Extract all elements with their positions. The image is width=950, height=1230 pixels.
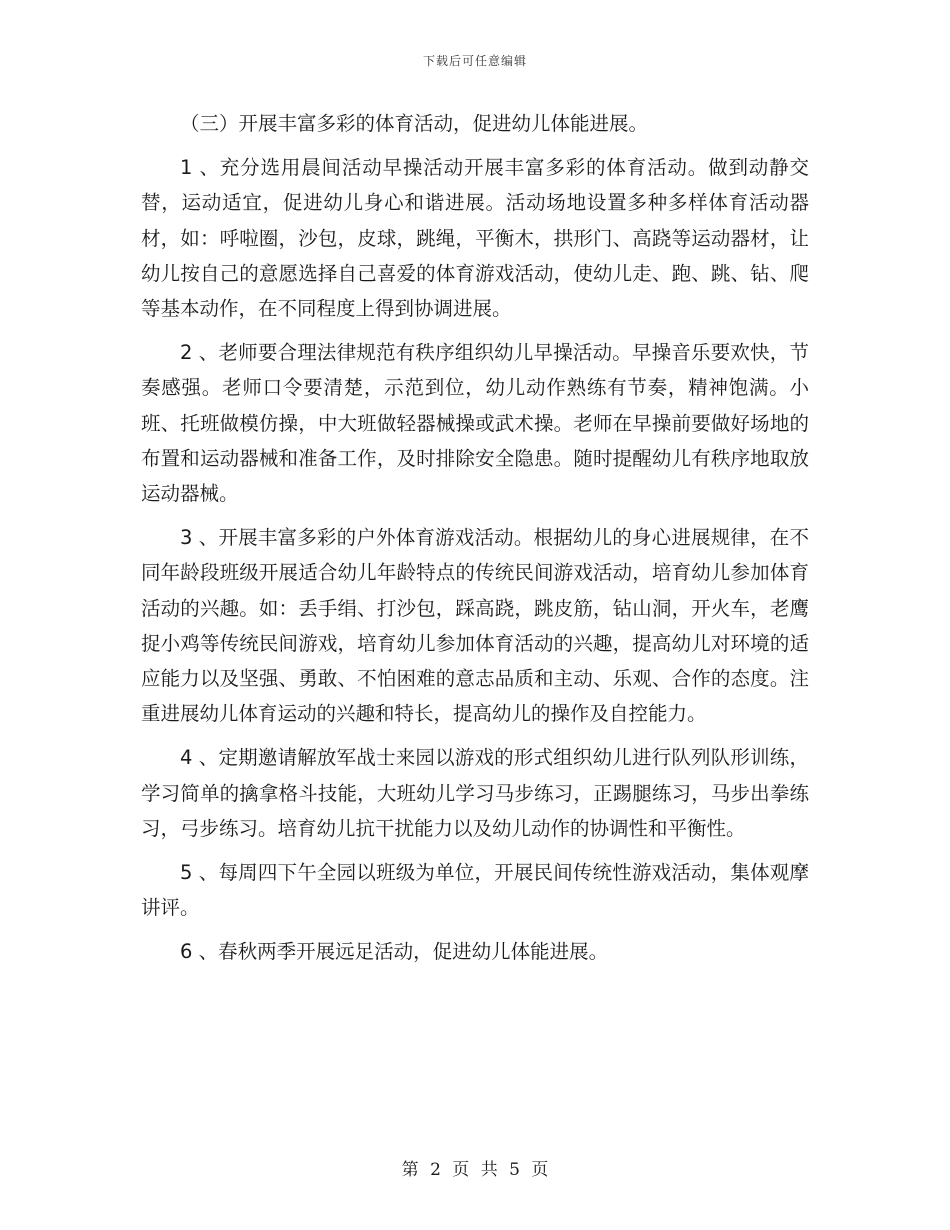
document-body xyxy=(141,106,809,979)
section-heading: （三）开展丰富多彩的体育活动，促进幼儿体能进展。 xyxy=(180,112,649,135)
paragraph-item-4: 4 、定期邀请解放军战士来园以游戏的形式组织幼儿进行队列队形训练，学习简单的擒拿格斗技能，大班幼儿学习马步练习，正踢腿练习，马步出拳练习，弓步练习。培育幼儿抗干扰能力以及幼儿动作的协调性和平衡性。 xyxy=(141,746,809,840)
page-number: 第 2 页 共 5 页 xyxy=(401,1160,549,1180)
paragraph-item-1: 1 、充分选用晨间活动早操活动开展丰富多彩的体育活动。做到动静交替，运动适宜，促进幼儿身心和谐进展。活动场地设置多种多样体育活动器材，如：呼啦圈，沙包，皮球，跳绳，平衡木，拱形门、高跷等运动器材，让幼儿按自己的意愿选择自己喜爱的体育游戏活动，使幼儿走、跑、跳、钻、爬等基本动作，在不同程度上得到协调进展。 xyxy=(141,156,809,321)
paragraph-item-5: 5 、每周四下午全园以班级为单位，开展民间传统性游戏活动，集体观摩讲评。 xyxy=(141,861,809,920)
paragraph-item-3: 3 、开展丰富多彩的户外体育游戏活动。根据幼儿的身心进展规律，在不同年龄段班级开展适合幼儿年龄特点的传统民间游戏活动，培育幼儿参加体育活动的兴趣。如：丢手绢、打沙包，踩高跷，跳皮筋，钻山洞，开火车，老鹰捉小鸡等传统民间游戏，培育幼儿参加体育活动的兴趣，提高幼儿对环境的适应能力以及坚强、勇敢、不怕困难的意志品质和主动、乐观、合作的态度。注重进展幼儿体育运动的兴趣和特长，提高幼儿的操作及自控能力。 xyxy=(141,526,809,726)
paragraph-item-2: 2 、老师要合理法律规范有秩序组织幼儿早操活动。早操音乐要欢快，节奏感强。老师口令要清楚，示范到位，幼儿动作熟练有节奏，精神饱满。小班、托班做模仿操，中大班做轻器械操或武术操。老师在早操前要做好场地的布置和运动器械和准备工作，及时排除安全隐患。随时提醒幼儿有秩序地取放运动器械。 xyxy=(141,341,809,506)
paragraph-item-6: 6 、春秋两季开展远足活动，促进幼儿体能进展。 xyxy=(180,940,609,964)
page-header: 下载后可任意编辑 xyxy=(422,54,527,68)
